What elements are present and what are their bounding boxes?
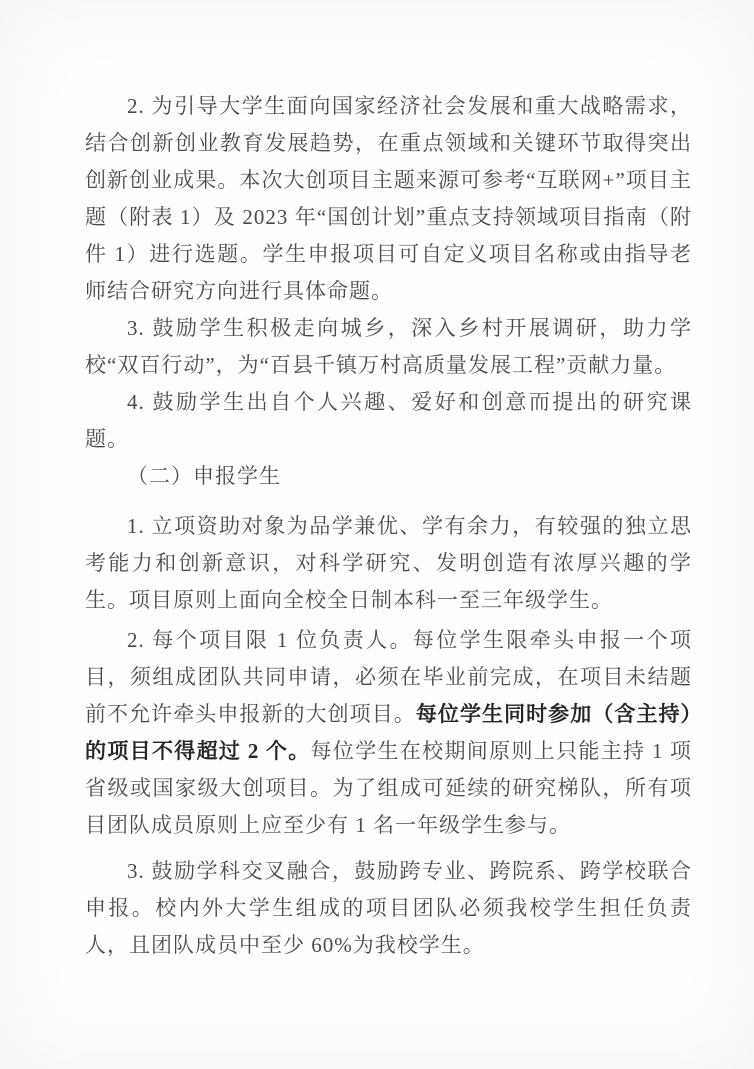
project-limit-text-before: 2. 每个项目限 1 位负责人。每位学生限牵头申报一个项目，须组成团队共同申请，必须在毕业前完成，在项目未结题前不允许牵头申报新的大创项目。	[85, 628, 692, 726]
paragraph-cross-discipline: 3. 鼓励学科交叉融合，鼓励跨专业、跨院系、跨学校联合申报。校内外大学生组成的项目团队必须我校学生担任负责人，且团队成员中至少 60%为我校学生。	[85, 859, 692, 957]
project-limit-text-after: 每位学生在校期间原则上只能主持 1 项省级或国家级大创项目。为了组成可延续的研究梯队，所有项目团队成员原则上应至少有 1 名一年级学生参与。	[85, 739, 693, 837]
paragraph-rural-research: 3. 鼓励学生积极走向城乡，深入乡村开展调研，助力学校“双百行动”，为“百县千镇万村高质量发展工程”贡献力量。	[85, 316, 692, 377]
section-heading-applicants: （二）申报学生	[127, 464, 281, 488]
paragraph-eligibility: 1. 立项资助对象为品学兼优、学有余力，有较强的独立思考能力和创新意识，对科学研究、发明创造有浓厚兴趣的学生。项目原则上面向全校全日制本科一至三年级学生。	[85, 514, 692, 612]
paragraph-guidance: 2. 为引导大学生面向国家经济社会发展和重大战略需求，结合创新创业教育发展趋势，在重点领域和关键环节取得突出创新创业成果。本次大创项目主题来源可参考“互联网+”项目主题（附表 1）及 2023 年“国创计划”重点支持领域项目指南（附件 1）进行选题。学生申报项目可自定义项目名称或由指导老师结合研究方向进行具体命题。	[85, 94, 692, 303]
document-body	[85, 88, 692, 964]
paragraph-project-limit	[85, 622, 692, 844]
project-limit-bold-emphasis: 每位学生同时参加（含主持）的项目不得超过 2 个。	[85, 702, 693, 763]
paragraph-personal-interest: 4. 鼓励学生出自个人兴趣、爱好和创意而提出的研究课题。	[85, 390, 692, 451]
